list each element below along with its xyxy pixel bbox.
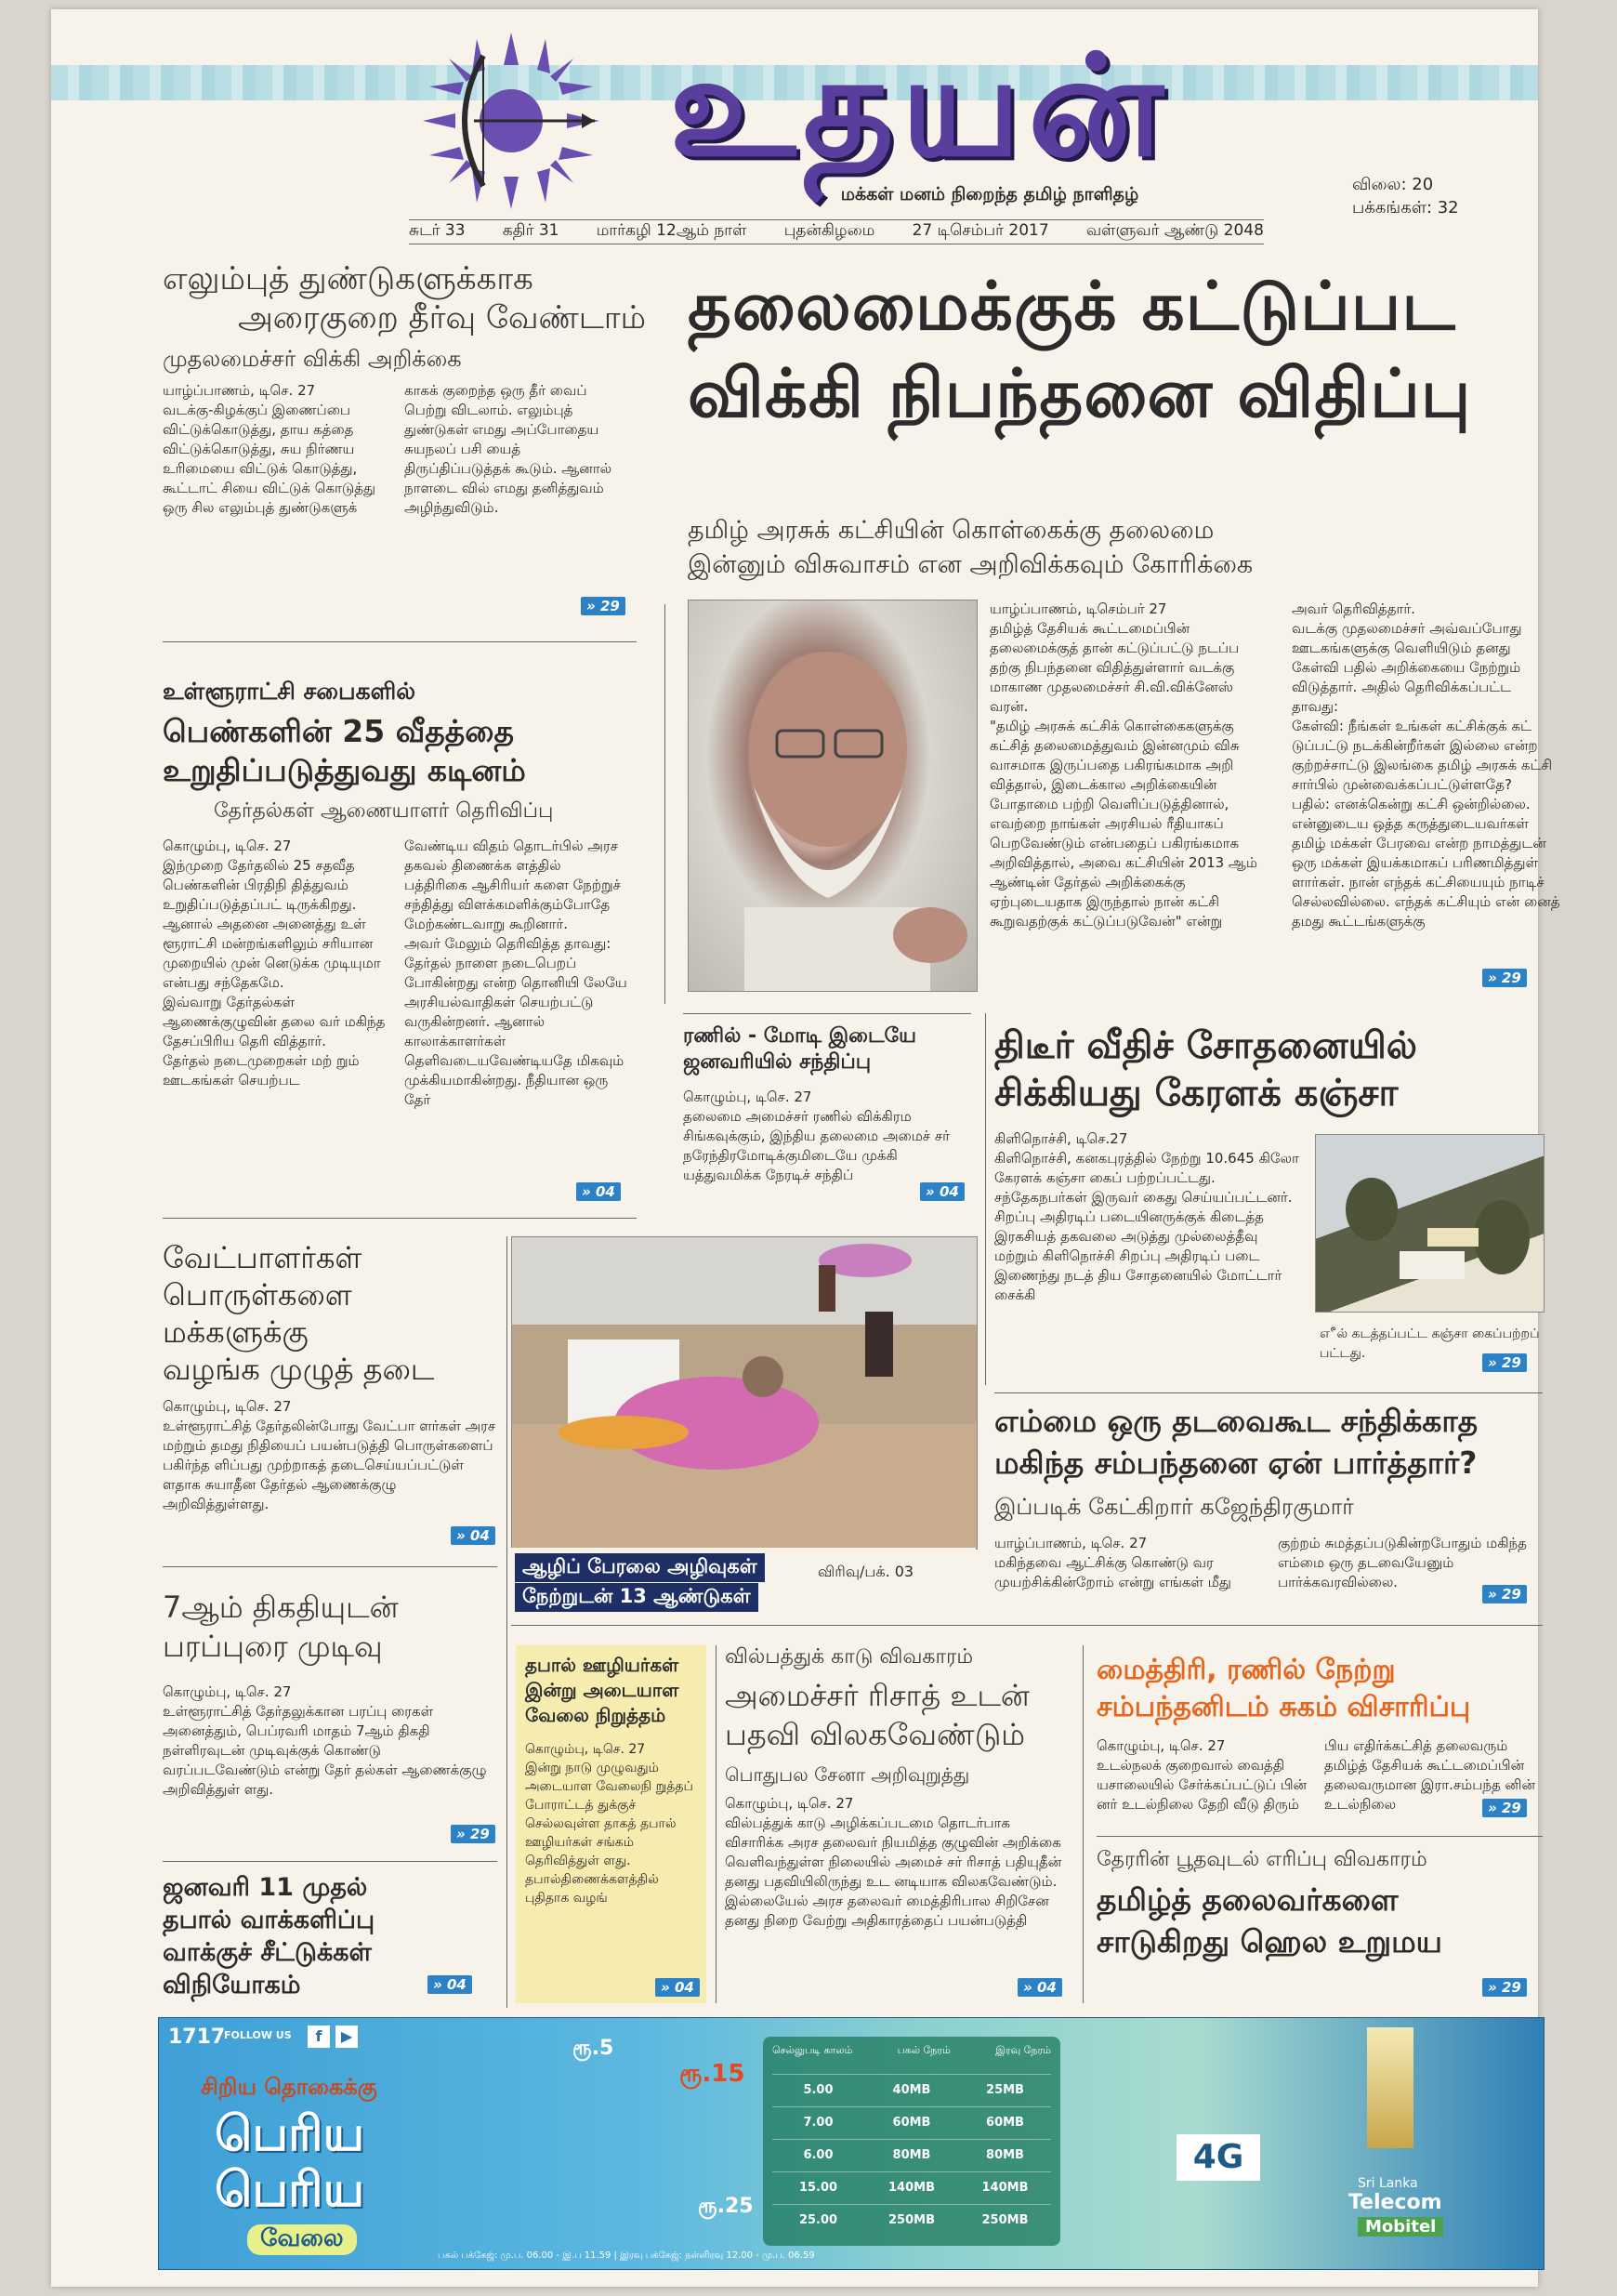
ad-follow: FOLLOW US (224, 2029, 292, 2041)
ad-table-cell: 25.00 (798, 2213, 838, 2227)
strike-cont-page: 04 (674, 1979, 694, 1996)
seventh-continued-link[interactable]: » 29 (451, 1825, 495, 1843)
postal-continued-link[interactable]: » 04 (427, 1975, 472, 1994)
ad-table-cell: 140MB (981, 2181, 1029, 2195)
ad-table-cell: 60MB (892, 2116, 931, 2130)
main-subhead-1: தமிழ் அரசுக் கட்சியின் கொள்கைக்கு தலைமை (688, 516, 1215, 545)
postal-headline-1: ஜனவரி 11 முதல் (163, 1873, 368, 1902)
sampanthan-continued-link[interactable]: » 29 (1482, 1585, 1527, 1603)
women-kicker: உள்ளூராட்சி சபைகளில் (163, 678, 416, 705)
ad-slogan-4: வேலை (247, 2224, 357, 2255)
tsunami-photo (511, 1236, 978, 1550)
candidates-headline-2: பொருள்களை (163, 1277, 352, 1313)
candidates-headline-4: வழங்க முழுத் தடை (163, 1352, 435, 1387)
rishad-body: கொழும்பு, டிசெ. 27 வில்பத்துக் காடு அழிக்கப்படமை தொடர்பாக விசாரிக்க அரச தலைவர் நியமித்த குழுவின் அறிக்கை வெளிவந்துள்ள நிலையில் அமைச் சர் ரிசாத் பதியுதீன் தனது பதவியிலிருந்து உட னடியாக விலகவேண்டும். இல்லையேல் அரச தலைவர் மைத்திரிபால சிறிசேன தனது நிறை வேற்று அதிகாரத்தைப் பயன்படுத்தி (725, 1795, 1062, 1929)
masthead-title: உதயன் (669, 26, 1171, 188)
modi-continued-link[interactable]: » 04 (920, 1182, 965, 1201)
ad-table-header (772, 2044, 1051, 2058)
ad-footer: பகல் பக்கேஜ்: மு.ப. 06.00 - இ.ப 11.59 | இரவு பக்கேஜ்: நள்ளிரவு 12.00 - மு.ப. 06.59 (438, 2250, 815, 2261)
seventh-headline-2: பரப்புரை முடிவு (163, 1629, 383, 1664)
modi-headline-1: ரணில் - மோடி இடையே (683, 1024, 916, 1048)
maithri-cont-page: 29 (1501, 1800, 1521, 1816)
modi-headline-2: ஜனவரியில் சந்திப்பு (683, 1050, 872, 1074)
ad-th-validity: செல்லுபடி காலம் (772, 2044, 853, 2056)
rishad-cont-page: 04 (1036, 1979, 1057, 1996)
ad-table-cell: 80MB (986, 2148, 1024, 2162)
modi-cont-page: 04 (939, 1183, 959, 1200)
main-col1: யாழ்ப்பாணம், டிசெம்பர் 27 தமிழ்த் தேசியக் கூட்டமைப்பின் தலைமைக்குத் தான் கட்டுப்பட்டு நடப்ப தற்கு நிபந்தனை விதித்துள்ளார் வடக்கு மாகாண முதலமைச்சர் சி.வி.விக்னேஸ் வரன். "தமிழ் அரசுக் கட்சிக் கொள்கைகளுக்கு கட்சித் தலைமைத்துவம் இன்னமும் விசு வாசமாக இருப்பதை பகிரங்கமாக அறி வித்தால், இடைக்கால அறிக்கையின் போதாமை பற்றி வெளிப்படுத்தினால், எவற்றை நாங்கள் அரசியல் ரீதியாகப் பெறவேண்டும் என்பதைப் பகிரங்கமாக அறிவித்தால், அவை கட்சியின் 2013 ஆம் ஆண்டின் தேர்தல் அறிக்கைக்கு ஏற்புடையதாக இருந்தால் நான் கட்சி கூறுவதற்குக் கட்டுப்படுவேன்" என்று (990, 600, 1257, 930)
main-headline-1: தலைமைக்குக் கட்டுப்பட (688, 267, 1456, 345)
kerala-body: கிளிநொச்சி, டிசெ.27 கிளிநொச்சி, கனகபுரத்தில் நேற்று 10.645 கிலோ கேரளக் கஞ்சா கைப் பற்றப்பட்டது. சந்தேகநபர்கள் இருவர் கைது செய்யப்பட்டனர். சிறப்பு அதிரடிப் படையினருக்குக் கிடைத்த இரகசியத் தகவலை அடுத்து முல்லைத்தீவு மற்றும் கிளிநொச்சி சிறப்பு அதிரடிப் படை இணைந்து நடத் திய சோதனையில் மோட்டார் சைக்கி (994, 1130, 1299, 1303)
price: விலை: 20 (1352, 175, 1434, 194)
ad-slogan-3: பெரிய (215, 2162, 365, 2218)
women-subhead: தேர்தல்கள் ஆணையாளர் தெரிவிப்பு (214, 799, 554, 823)
candidates-headline-1: வேட்பாளர்கள் (163, 1240, 362, 1275)
postal-headline-2: தபால் வாக்களிப்பு (163, 1906, 375, 1934)
award-trophy-icon (1367, 2027, 1413, 2148)
ad-table-cell: 15.00 (798, 2181, 838, 2195)
tsunami-caption-1: ஆழிப் பேரலை அழிவுகள் (515, 1553, 765, 1582)
kerala-photo (1315, 1134, 1545, 1313)
seventh-headline-1: 7ஆம் திகதியுடன் (163, 1590, 399, 1625)
ad-hotline: 1717 (168, 2025, 226, 2049)
ad-table-cell: 40MB (892, 2083, 931, 2097)
kerala-cont-page: 29 (1501, 1354, 1521, 1371)
maithri-continued-link[interactable]: » 29 (1482, 1799, 1527, 1817)
maithri-headline-1: மைத்திரி, ரணில் நேற்று (1097, 1654, 1396, 1686)
sampanthan-headline-1: எம்மை ஒரு தடவைகூட சந்திக்காத (994, 1403, 1479, 1439)
bones-cont-page: 29 (599, 598, 620, 614)
strike-headline-3: வேலை நிறுத்தம் (525, 1704, 666, 1726)
page-count: பக்கங்கள்: 32 (1352, 198, 1459, 218)
ad-slogan-1: சிறிய தொகைக்கு (201, 2074, 377, 2100)
kerala-continued-link[interactable]: » 29 (1482, 1353, 1527, 1372)
ad-table-row (772, 2106, 1051, 2139)
main-col2: அவர் தெரிவித்தார். வடக்கு முதலமைச்சர் அவ்வப்போது ஊடகங்களுக்கு வெளியிடும் தனது கேள்வி பதில் அறிக்கையை நேற்றும் விடுத்தார். அதில் தெரிவிக்கப்பட்ட தாவது: கேள்வி: நீங்கள் உங்கள் கட்சிக்குக் கட் டுப்பட்டு நடக்கின்றீர்கள் இல்லை என்ற குற்றச்சாட்டு இலங்கை தமிழ் அரசுக் கட்சி சார்பில் முன்வைக்கப்பட்டுள்ளதே? பதில்: எனக்கென்று கட்சி ஒன்றில்லை. என்னுடைய ஒத்த கருத்துடையவர்கள் தமிழ் மக்கள் பேரவை என்ற நாமத்துடன் ஒரு மக்கள் இயக்கமாகப் பரிணமித்துள் ளார்கள். நான் எந்தக் கட்சியையும் நாடிச் செல்லவில்லை. எந்தக் கட்சியும் என் னைத் தமது கூட்டங்களுக்கு (1292, 600, 1560, 930)
hela-headline-2: சாடுகிறது ஹெல உறுமய (1097, 1923, 1442, 1960)
hela-cont-page: 29 (1501, 1979, 1521, 1996)
dateline (409, 221, 1264, 242)
rishad-kicker: வில்பத்துக் காடு விவகாரம் (725, 1645, 974, 1669)
ad-table-cell: 80MB (892, 2148, 931, 2162)
main-story-photo (688, 600, 978, 992)
bones-headline-2: அரைகுறை தீர்வு வேண்டாம் (237, 299, 646, 336)
dateline-day: புதன்கிழமை (783, 221, 875, 240)
ad-data-table (763, 2037, 1060, 2246)
rishad-continued-link[interactable]: » 04 (1018, 1978, 1062, 1997)
candidates-cont-page: 04 (469, 1527, 490, 1544)
dateline-valluvar-year: வள்ளுவர் ஆண்டு 2048 (1085, 221, 1264, 240)
ad-price-25: ரூ.25 (698, 2195, 754, 2218)
masthead-tagline: மக்கள் மனம் நிறைந்த தமிழ் நாளிதழ் (840, 184, 1139, 205)
women-headline-2: உறுதிப்படுத்துவது கடினம் (163, 752, 526, 788)
ad-table-cell: 25MB (986, 2083, 1024, 2097)
kerala-caption: எீல் கடத்தப்பட்ட கஞ்சா கைப்பற்றப் பட்டது. (1320, 1326, 1540, 1361)
sampanthan-col2: குற்றம் சுமத்தப்படுகின்றபோதும் மகிந்த எம்மை ஒரு தடவையேனும் பார்க்கவரவில்லை. (1278, 1535, 1527, 1590)
sampanthan-subhead: இப்படிக் கேட்கிறார் கஜேந்திரகுமார் (994, 1494, 1354, 1520)
postal-headline-3: வாக்குச் சீட்டுக்கள் (163, 1938, 372, 1967)
hela-continued-link[interactable]: » 29 (1482, 1978, 1527, 1997)
ad-th-day: பகல் நேரம் (897, 2044, 951, 2056)
ad-table-rows (772, 2074, 1051, 2237)
rishad-subhead: பொதுபல சேனா அறிவுறுத்து (725, 1763, 970, 1786)
women-continued-link[interactable]: » 04 (576, 1182, 621, 1201)
sampanthan-headline-2: மகிந்த சம்பந்தனை ஏன் பார்த்தார்? (994, 1445, 1478, 1481)
ad-table-cell: 250MB (981, 2213, 1029, 2227)
rishad-headline-1: அமைச்சர் ரிசாத் உடன் (725, 1678, 1030, 1713)
ad-network: 4G (1177, 2134, 1260, 2181)
mobitel-ad[interactable] (158, 2017, 1545, 2270)
candidates-continued-link[interactable]: » 04 (451, 1526, 495, 1545)
women-col1: கொழும்பு, டிசெ. 27 இந்முறை தேர்தலில் 25 சதவீத பெண்களின் பிரதிநி தித்துவம் உறுதிப்படுத்தப்பட் டிருக்கிறது. ஆனால் அதனை அனைத்து உள் ளூராட்சி மன்றங்களிலும் சரியான முறையில் முன் னெடுக்க முடியுமா என்பது சந்தேகமே. இவ்வாறு தேர்தல்கள் ஆணைக்குழுவின் தலை வர் மகிந்த தேசப்பிரிய தெரி வித்தார். தேர்தல் நடைமுறைகள் மற் றும் ஊடகங்கள் செயற்பட (163, 838, 386, 1089)
strike-body: கொழும்பு, டிசெ. 27 இன்று நாடு முழுவதும் அடையாள வேலைநி றுத்தப் போராட்டத் துக்குச் செல்லவுள்ள தாகத் தபால் ஊழியர்கள் சங்கம் தெரிவித்துள் ளது. தபால்திணைக்களத்தில் புதிதாக வழங் (525, 1742, 693, 1906)
maithri-col1: கொழும்பு, டிசெ. 27 உடல்நலக் குறைவால் வைத்தி யசாலையில் சேர்க்கப்பட்டுப் பின் னர் உடல்நிலை தேறி வீடு திரும் (1097, 1737, 1308, 1813)
ad-price-15: ரூ.15 (679, 2060, 745, 2088)
kerala-headline-1: திடீர் வீதிச் சோதனையில் (994, 1024, 1417, 1067)
maithri-col2: பிய எதிர்க்கட்சித் தலைவரும் தமிழ்த் தேசியக் கூட்டமைப்பின் தலைவருமான இரா.சம்பந்த னின் உடல்நிலை (1324, 1737, 1536, 1813)
ad-table-cell: 140MB (888, 2181, 935, 2195)
tsunami-page-ref: விரிவு/பக். 03 (818, 1563, 914, 1580)
rishad-headline-2: பதவி விலகவேண்டும் (725, 1717, 1026, 1752)
bones-col1: யாழ்ப்பாணம், டிசெ. 27 வடக்கு-கிழக்குப் இணைப்பை விட்டுக்கொடுத்து, தாய கத்தை விட்டுக்கொடுத்து, சுய நிர்ணய உரிமையை விட்டுக் கொடுத்து, கூட்டாட் சியை விட்டுக் கொடுத்து ஒரு சில எலும்புத் துண்டுகளுக் (163, 382, 376, 516)
ad-table-row (772, 2171, 1051, 2204)
ad-table-row (772, 2139, 1051, 2171)
candidates-body: கொழும்பு, டிசெ. 27 உள்ளூராட்சித் தேர்தலின்போது வேட்பா ளர்கள் அரச மற்றும் தமது நிதியைப் பயன்படுத்தி பொருள்களைப் பகிர்ந்த ளிப்பது முற்றாகத் தடைசெய்யப்பட்டுள் ளதாக சுயாதீன தேர்தல் ஆணைக்குழு அறிவித்துள்ளது. (163, 1398, 496, 1512)
kerala-headline-2: சிக்கியது கேரளக் கஞ்சா (994, 1072, 1399, 1115)
sun-bow-logo-icon (418, 28, 604, 214)
women-cont-page: 04 (595, 1183, 615, 1200)
newspaper-page (51, 9, 1560, 2287)
strike-continued-link[interactable]: » 04 (655, 1978, 700, 1997)
seventh-cont-page: 29 (469, 1826, 490, 1842)
ad-table-cell: 60MB (986, 2116, 1024, 2130)
dateline-tamil-date: மார்கழி 12ஆம் நாள் (596, 221, 747, 240)
bones-headline-1: எலும்புத் துண்டுகளுக்காக (163, 260, 533, 297)
ad-table-row (772, 2204, 1051, 2237)
ad-brand-1: Sri Lanka (1358, 2176, 1418, 2191)
postal-headline-4: விநியோகம் (163, 1971, 301, 1999)
main-continued-link[interactable]: » 29 (1482, 969, 1527, 987)
ad-table-cell: 250MB (888, 2213, 935, 2227)
hela-kicker: தேரரின் பூதவுடல் எரிப்பு விவகாரம் (1097, 1848, 1427, 1871)
bones-continued-link[interactable]: » 29 (581, 597, 625, 615)
strike-headline-1: தபால் ஊழியர்கள் (525, 1654, 679, 1676)
sampanthan-cont-page: 29 (1501, 1586, 1521, 1603)
sampanthan-col1: யாழ்ப்பாணம், டிசெ. 27 மகிந்தவை ஆட்சிக்கு கொண்டு வர முயற்சிக்கின்றோம் என்று எங்கள் மீது (994, 1535, 1231, 1590)
ad-table-row (772, 2074, 1051, 2106)
ad-th-night: இரவு நேரம் (995, 2044, 1051, 2056)
postal-cont-page: 04 (446, 1976, 467, 1993)
seventh-body: கொழும்பு, டிசெ. 27 உள்ளூராட்சித் தேர்தலுக்கான பரப்பு ரைகள் அனைத்தும், பெப்ரவரி மாதம் 7ஆம் திகதி நள்ளிரவுடன் முடிவுக்குக் கொண்டு வரப்படவேண்டும் என்று தேர் தல்கள் ஆணைக்குழு அறிவித்துள் ளது. (163, 1683, 487, 1798)
ad-table-cell: 5.00 (803, 2083, 834, 2097)
tsunami-caption-2: நேற்றுடன் 13 ஆண்டுகள் (515, 1583, 758, 1612)
main-headline-2: விக்கி நிபந்தனை விதிப்பு (688, 354, 1472, 432)
modi-body: கொழும்பு, டிசெ. 27 தலைமை அமைச்சர் ரணில் விக்கிரம சிங்கவுக்கும், இந்திய தலைமை அமைச் சர் நரேந்திரமோடிக்குமிடையே முக்கி யத்துவமிக்க நேரடிச் சந்திப் (683, 1089, 951, 1183)
women-col2: வேண்டிய விதம் தொடர்பில் அரச தகவல் திணைக்க ளத்தில் பத்திரிகை ஆசிரியர் களை நேற்றுச் சந்தித்து விளக்கமளிக்கும்போதே மேற்கண்டவாறு கூறினார். அவர் மேலும் தெரிவித்த தாவது: தேர்தல் நாளை நடைபெறப் போகின்றது என்ற தொனியி லேயே அரசியல்வாதிகள் செயற்பட்டு வருகின்றனர். ஆனால் காலாக்காளர்கள் தெளிவடையவேண்டியதே மிகவும் முக்கியமாகின்றது. நீதியான ஒரு தேர் (404, 838, 627, 1108)
hela-headline-1: தமிழ்த் தலைவர்களை (1097, 1881, 1399, 1918)
youtube-icon[interactable]: ▶ (335, 2025, 358, 2048)
main-cont-page: 29 (1501, 970, 1521, 986)
strike-headline-2: இன்று அடையாள (525, 1679, 679, 1701)
women-headline-1: பெண்களின் 25 வீதத்தை (163, 713, 515, 749)
ad-price-5: ரூ.5 (572, 2037, 614, 2060)
bones-col2: காகக் குறைந்த ஒரு தீர் வைப் பெற்று விடலாம். எலும்புத் துண்டுகள் எமது அப்போதைய சுயநலப் பசி யைத் திருப்திப்படுத்தக் கூடும். ஆனால் நாளடை வில் எமது தனித்துவம் அழிந்துவிடும். (404, 382, 612, 516)
dateline-sudar: சுடர் 33 (409, 221, 466, 240)
facebook-icon[interactable]: f (308, 2025, 330, 2048)
main-subhead-2: இன்னும் விசுவாசம் என அறிவிக்கவும் கோரிக்கை (688, 550, 1254, 579)
ad-slogan-2: பெரிய (215, 2106, 365, 2162)
ad-table-cell: 7.00 (803, 2116, 834, 2130)
dateline-date: 27 டிசெம்பர் 2017 (912, 221, 1049, 240)
bones-subhead: முதலமைச்சர் விக்கி அறிக்கை (163, 346, 462, 372)
ad-brand-2: Telecom (1348, 2191, 1442, 2214)
tsunami-caption-box (511, 1548, 976, 1615)
candidates-headline-3: மக்களுக்கு (163, 1314, 309, 1350)
maithri-headline-2: சம்பந்தனிடம் சுகம் விசாரிப்பு (1097, 1691, 1471, 1723)
ad-brand-3: Mobitel (1358, 2217, 1443, 2237)
dateline-kathir: கதிர் 31 (502, 221, 559, 240)
ad-table-cell: 6.00 (803, 2148, 834, 2162)
